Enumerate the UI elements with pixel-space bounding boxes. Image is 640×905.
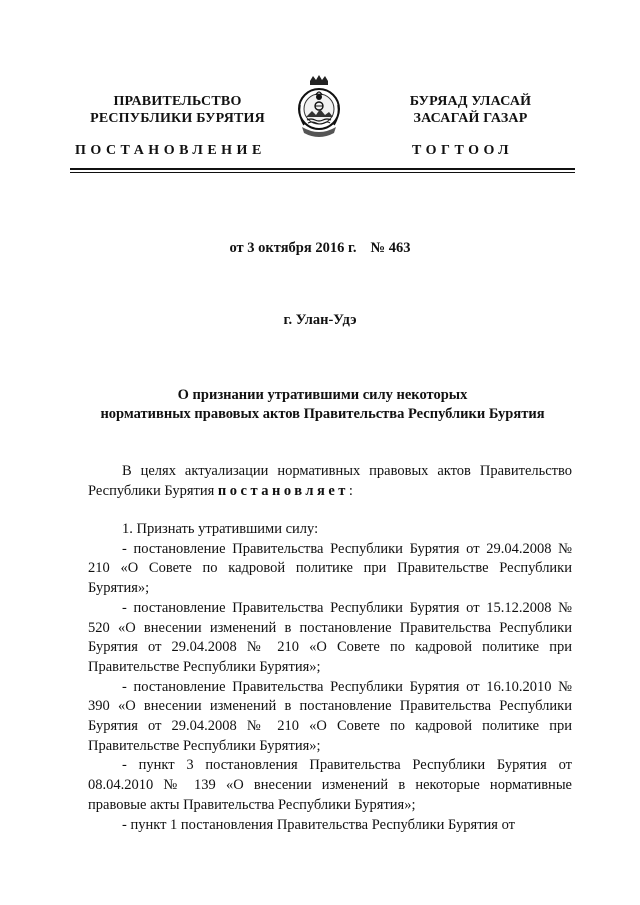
header-left-doc-type: ПОСТАНОВЛЕНИЕ — [75, 143, 266, 158]
header-right — [378, 93, 563, 127]
header-left — [70, 93, 285, 127]
title-line2: нормативных правовых актов Правительства Республики Бурятия — [100, 406, 545, 422]
list-item: - постановление Правительства Республики Бурятия от 16.10.2010 № 390 «О внесении изменений в постановление Правительства Республики Бурятия от 29.04.2008 № 210 «О Совете по кадровой политике при Правительстве Республики Бурятия»; — [88, 678, 572, 754]
header-right-line2: ЗАСАГАЙ ГАЗАР — [413, 111, 528, 126]
list-item: - постановление Правительства Республики Бурятия от 15.12.2008 № 520 «О внесении изменений в постановление Правительства Республики Бурятия от 29.04.2008 № 210 «О Совете по кадровой политике при Правительстве Республики Бурятия»; — [88, 599, 572, 675]
list-item: - пункт 1 постановления Правительства Республики Бурятия от — [122, 816, 515, 833]
list-item: 1. Признать утратившими силу: — [122, 521, 319, 537]
header-right-line1: БУРЯАД УЛАСАЙ — [409, 94, 532, 109]
items-list — [88, 520, 572, 835]
header-rule — [70, 168, 575, 170]
preamble-text: В целях актуализации нормативных правовых актов Правительство Республики Бурятия — [88, 463, 572, 499]
document-date: от 3 октября 2016 г. — [229, 240, 357, 256]
document-number: № 463 — [370, 240, 411, 256]
date-line — [0, 240, 640, 257]
document-city: г. Улан-Удэ — [283, 312, 357, 328]
header-left-line2: РЕСПУБЛИКИ БУРЯТИЯ — [90, 111, 265, 126]
preamble-tail: : — [348, 482, 353, 499]
header-rule-thin — [70, 172, 575, 173]
list-item: - постановление Правительства Республики Бурятия от 29.04.2008 № 210 «О Совете по кадровой политике при Правительстве Республики Бурятия»; — [88, 540, 572, 597]
list-item: - пункт 3 постановления Правительства Республики Бурятия от 08.04.2010 № 139 «О внесении изменений в некоторые нормативные правовые акты Правительства Республики Бурятия»; — [88, 757, 572, 813]
title-line1: О признании утратившими силу некоторых — [177, 387, 468, 403]
document-title — [70, 386, 575, 424]
header-left-line1: ПРАВИТЕЛЬСТВО — [113, 94, 242, 109]
preamble-decree-word: постановляет — [217, 482, 349, 499]
coat-of-arms-icon — [296, 75, 342, 141]
header-right-doc-type: ТОГТООЛ — [412, 143, 514, 158]
preamble-paragraph — [88, 462, 572, 501]
